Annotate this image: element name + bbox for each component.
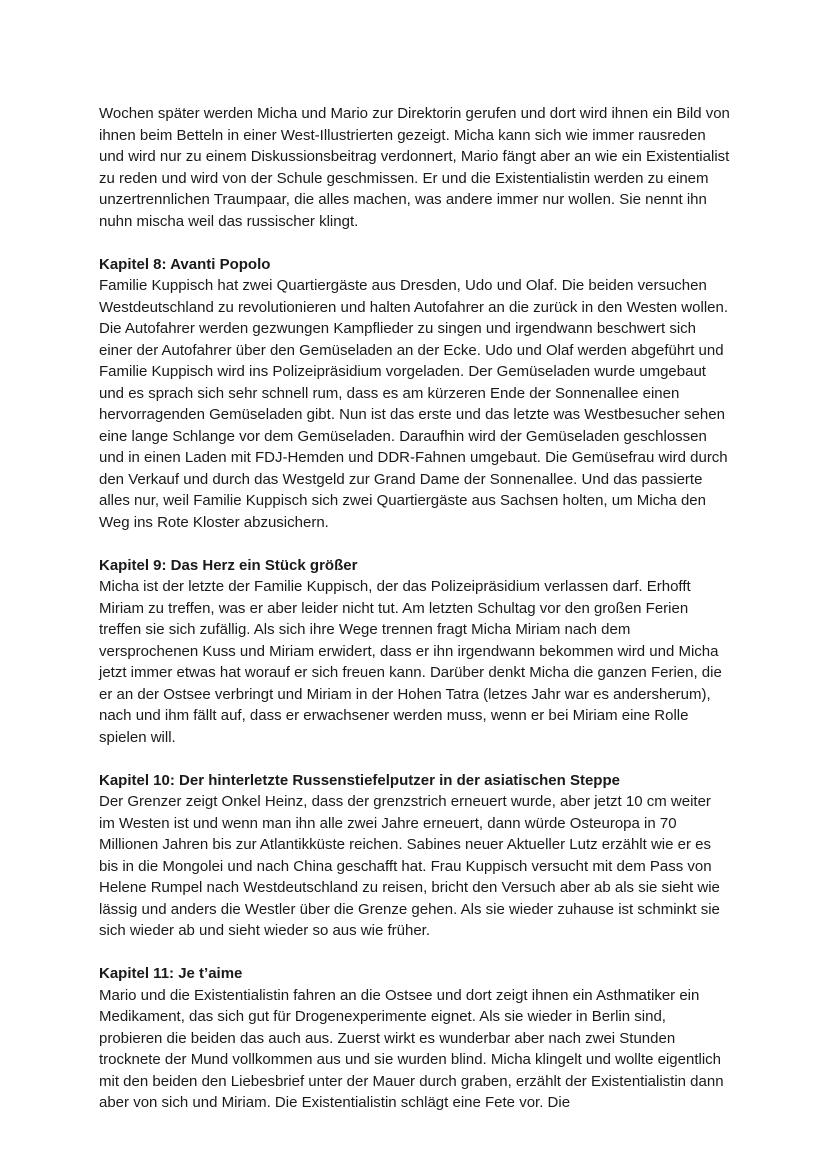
paragraph-kapitel-8: Familie Kuppisch hat zwei Quartiergäste aus Dresden, Udo und Olaf. Die beiden versuchen Westdeutschland zu revolutionieren und halten Autofahrer an die zurück in den Westen wollen. Die Autofahrer werden gezwungen Kampflieder zu singen und irgendwann beschwert sich einer der Autofahrer über den Gemüseladen an der Ecke. Udo und Olaf werden abgeführt und Familie Kuppisch wird ins Polizeipräsidium vorgeladen. Der Gemüseladen wurde umgebaut und es sprach sich sehr schnell rum, dass es am kürzeren Ende der Sonnenallee einen hervorragenden Gemüseladen gibt. Nun ist das erste und das letzte was Westbesucher sehen eine lange Schlange vor dem Gemüseladen. Daraufhin wird der Gemüseladen geschlossen und in einen Laden mit FDJ-Hemden und DDR-Fahnen umgebaut. Die Gemüsefrau wird durch den Verkauf und durch das Westgeld zur Grand Dame der Sonnenallee. Und das passierte alles nur, weil Familie Kuppisch sich zwei Quartiergäste aus Sachsen holten, um Micha den Weg ins Rote Kloster abzusichern. — [99, 277, 729, 531]
chapter-heading-kapitel-8: Kapitel 8: Avanti Popolo — [99, 255, 271, 273]
section-kapitel-11 — [99, 963, 730, 1114]
section-continuation — [99, 103, 730, 232]
section-kapitel-8 — [99, 254, 730, 534]
paragraph-kapitel-10: Der Grenzer zeigt Onkel Heinz, dass der grenzstrich erneuert wurde, aber jetzt 10 cm weiter im Westen ist und wenn man ihn alle zwei Jahre erneuert, dann würde Osteuropa in 70 Millionen Jahren bis zur Atlantikküste reichen. Sabines neuer Aktueller Lutz erzählt wie er es bis in die Mongolei und nach China geschafft hat. Frau Kuppisch versucht mit dem Pass von Helene Rumpel nach Westdeutschland zu reisen, bricht den Versuch aber ab als sie sieht wie lässig und anders die Westler über die Grenze gehen. Als sie wieder zuhause ist schminkt sie sich wieder ab und sieht wieder so aus wie früher. — [99, 793, 720, 939]
paragraph-continuation: Wochen später werden Micha und Mario zur Direktorin gerufen und dort wird ihnen ein Bild von ihnen beim Betteln in einer West-Illustrierten gezeigt. Micha kann sich wie immer rausreden und wird nur zu einem Diskussionsbeitrag verdonnert, Mario fängt aber an wie ein Existentialist zu reden und wird von der Schule geschmissen. Er und die Existentialistin werden zu einem unzertrennlichen Traumpaar, die alles machen, was andere immer nur wollen. Sie nennt ihn nuhn mischa weil das russischer klingt. — [99, 105, 730, 230]
section-kapitel-9 — [99, 555, 730, 749]
paragraph-kapitel-11: Mario und die Existentialistin fahren an die Ostsee und dort zeigt ihnen ein Asthmatiker ein Medikament, das sich gut für Drogenexperimente eignet. Als sie wieder in Berlin sind, probieren die beiden das auch aus. Zuerst wirkt es wunderbar aber nach zwei Stunden trocknete der Mund vollkommen aus und sie wurden blind. Micha klingelt und wollte eigentlich mit den beiden den Liebesbrief unter der Mauer durch graben, erzählt der Existentialistin dann aber von sich und Miriam. Die Existentialistin schlägt eine Fete vor. Die — [99, 986, 724, 1111]
chapter-heading-kapitel-9: Kapitel 9: Das Herz ein Stück größer — [99, 556, 358, 574]
section-kapitel-10 — [99, 770, 730, 942]
chapter-heading-kapitel-11: Kapitel 11: Je t’aime — [99, 965, 243, 982]
chapter-heading-kapitel-10: Kapitel 10: Der hinterletzte Russenstiefelputzer in der asiatischen Steppe — [99, 771, 620, 789]
paragraph-kapitel-9: Micha ist der letzte der Familie Kuppisch, der das Polizeipräsidium verlassen darf. Erhofft Miriam zu treffen, was er aber leider nicht tut. Am letzten Schultag vor den großen Ferien treffen sie sich zufällig. Als sich ihre Wege trennen fragt Micha Miriam nach dem versprochenen Kuss und Miriam erwidert, dass er ihn irgendwann bekommen wird und Micha jetzt immer etwas hat worauf er sich freuen kann. Darüber denkt Micha die ganzen Ferien, die er an der Ostsee verbringt und Miriam in der Hohen Tatra (letzes Jahr war es andersherum), nach und ihm fällt auf, dass er erwachsener werden muss, wenn er bei Miriam eine Rolle spielen will. — [99, 578, 722, 746]
